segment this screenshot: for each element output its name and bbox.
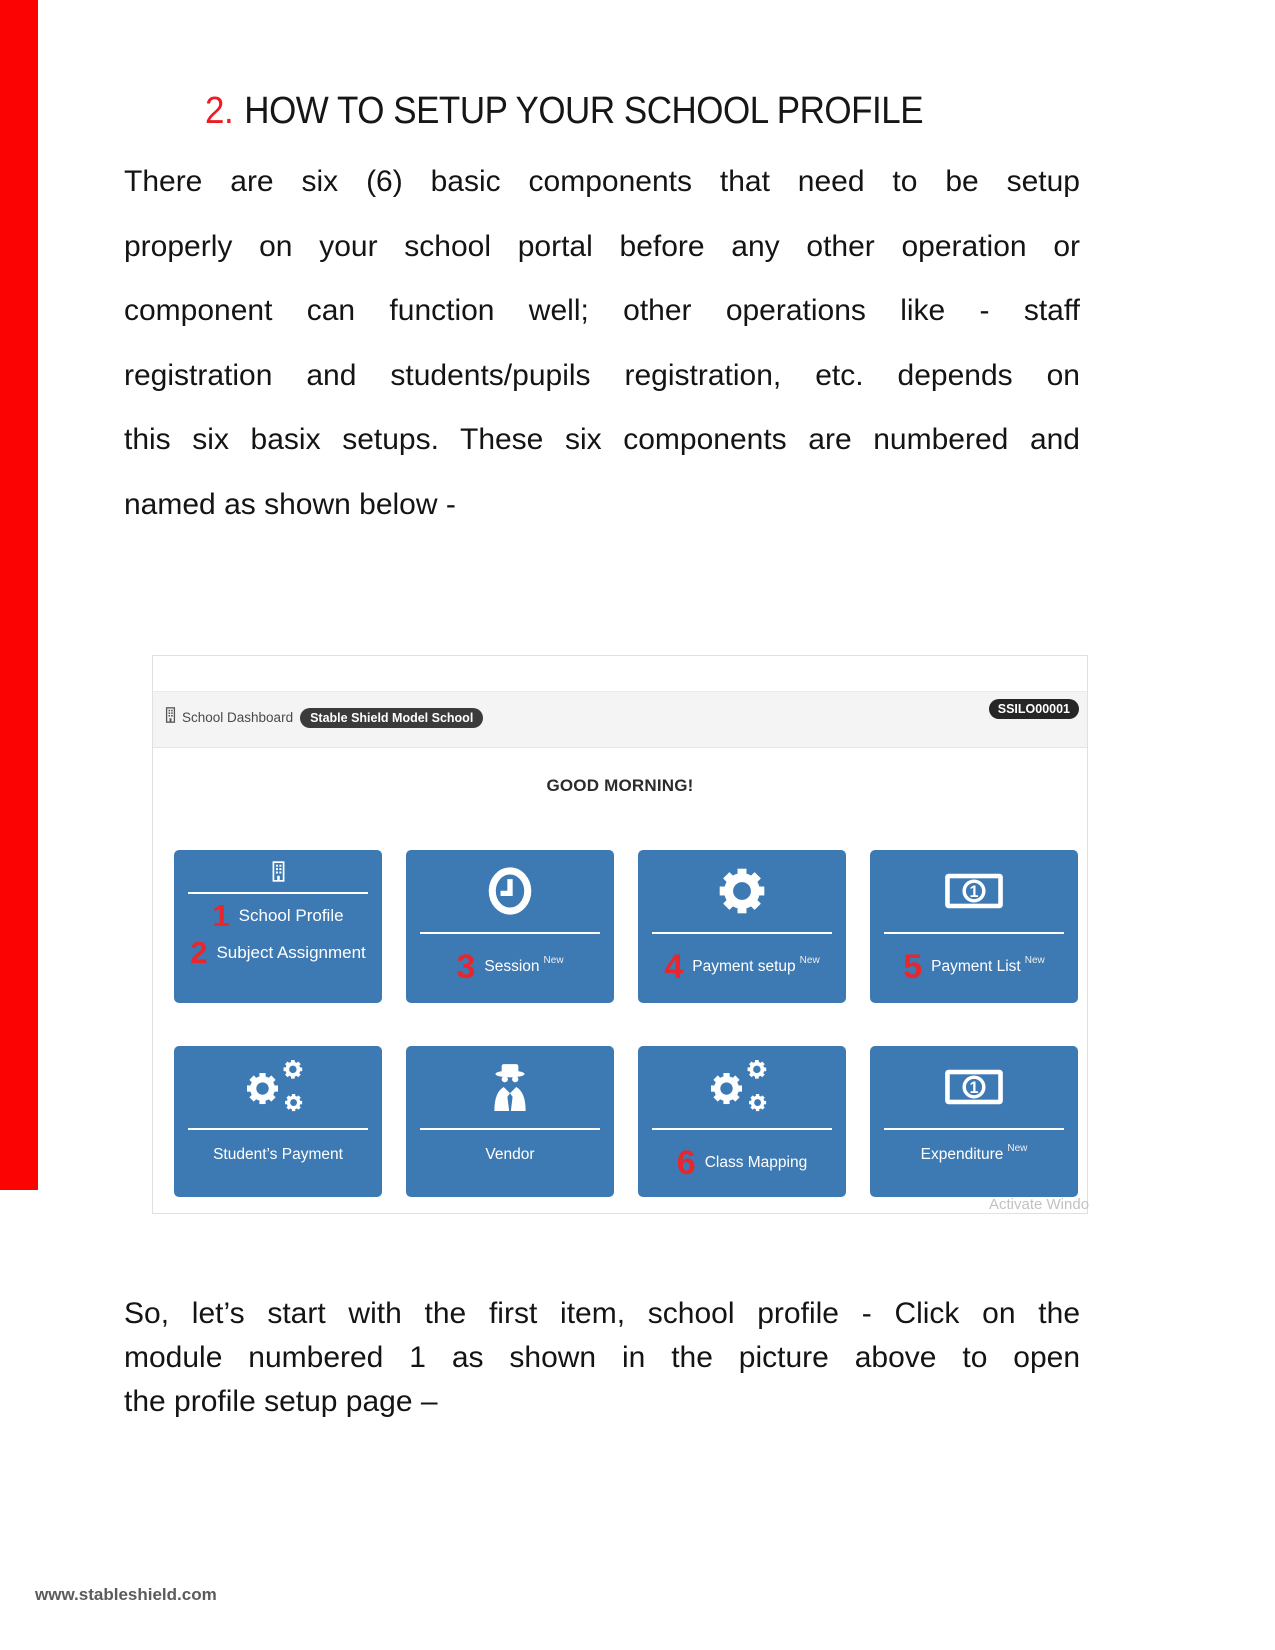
divider [188, 1128, 368, 1130]
module-number: 2 [190, 935, 208, 970]
heading-text: HOW TO SETUP YOUR SCHOOL PROFILE [244, 90, 924, 132]
page-accent-strip [0, 0, 38, 1190]
school-code-badge: SSILO00001 [989, 699, 1079, 719]
building-icon [174, 850, 382, 892]
heading-number: 2. [205, 90, 234, 132]
tile-school-profile[interactable] [174, 850, 382, 1003]
dashboard-header-bar [153, 691, 1087, 748]
tile-label: Subject Assignment [216, 942, 366, 962]
new-badge: New [543, 954, 564, 966]
tile-label: School Profile [238, 905, 344, 925]
tile-students-payment[interactable] [174, 1046, 382, 1197]
outro-line: module numbered 1 as shown in the picture above to open [124, 1341, 1080, 1374]
outro-line: the profile setup page – [124, 1385, 438, 1418]
tile-class-mapping[interactable] [638, 1046, 846, 1197]
money-icon [870, 850, 1078, 932]
tile-payment-list[interactable] [870, 850, 1078, 1003]
divider [884, 1128, 1064, 1130]
divider [420, 932, 600, 934]
svg-text:1: 1 [969, 1078, 979, 1097]
tile-label: Class Mapping [704, 1154, 808, 1171]
intro-line: registration and students/pupils registration, etc. depends on [124, 358, 1080, 392]
school-name-badge: Stable Shield Model School [300, 708, 483, 728]
tile-label: Student’s Payment [213, 1146, 343, 1163]
divider [652, 932, 832, 934]
intro-line: named as shown below - [124, 487, 456, 521]
divider [884, 932, 1064, 934]
dashboard-title: School Dashboard [182, 710, 294, 725]
page-title [205, 90, 923, 133]
outro-line: So, let’s start with the first item, school profile - Click on the [124, 1297, 1080, 1330]
dashboard-screenshot [152, 655, 1088, 1214]
module-number: 5 [903, 948, 923, 986]
gears-icon [638, 1046, 846, 1128]
intro-paragraph [124, 150, 1080, 537]
module-number: 1 [212, 898, 230, 933]
gears-icon [174, 1046, 382, 1128]
tile-session[interactable] [406, 850, 614, 1003]
new-badge: New [1007, 1142, 1028, 1154]
intro-line: this six basix setups. These six components are numbered and [124, 423, 1080, 456]
tile-label: Expenditure [920, 1146, 1004, 1163]
new-badge: New [1024, 954, 1045, 966]
divider [652, 1128, 832, 1130]
outro-paragraph [124, 1292, 1080, 1424]
tile-vendor[interactable] [406, 1046, 614, 1197]
tile-payment-setup[interactable] [638, 850, 846, 1003]
greeting-text: GOOD MORNING! [546, 776, 694, 795]
tile-label: Session [484, 958, 540, 975]
vendor-icon [406, 1046, 614, 1128]
intro-line: properly on your school portal before any other operation or [124, 229, 1080, 263]
intro-line: There are six (6) basic components that need to be setup [124, 165, 1080, 198]
clock-icon [406, 850, 614, 932]
footer-url: www.stableshield.com [35, 1585, 217, 1604]
svg-text:1: 1 [969, 882, 979, 901]
gear-icon [638, 850, 846, 932]
module-number: 3 [456, 948, 476, 986]
activate-windows-watermark: Activate Windo [989, 1196, 1090, 1213]
money-icon [870, 1046, 1078, 1128]
divider [420, 1128, 600, 1130]
tile-label: Payment List [931, 958, 1021, 975]
tile-expenditure[interactable] [870, 1046, 1078, 1197]
new-badge: New [799, 954, 820, 966]
building-icon [164, 707, 177, 728]
tile-label: Vendor [485, 1146, 535, 1163]
intro-line: component can function well; other operations like - staff [124, 294, 1080, 327]
module-number: 4 [664, 948, 684, 986]
divider [188, 892, 368, 894]
tile-label: Payment setup [692, 958, 796, 975]
module-number: 6 [676, 1144, 696, 1182]
